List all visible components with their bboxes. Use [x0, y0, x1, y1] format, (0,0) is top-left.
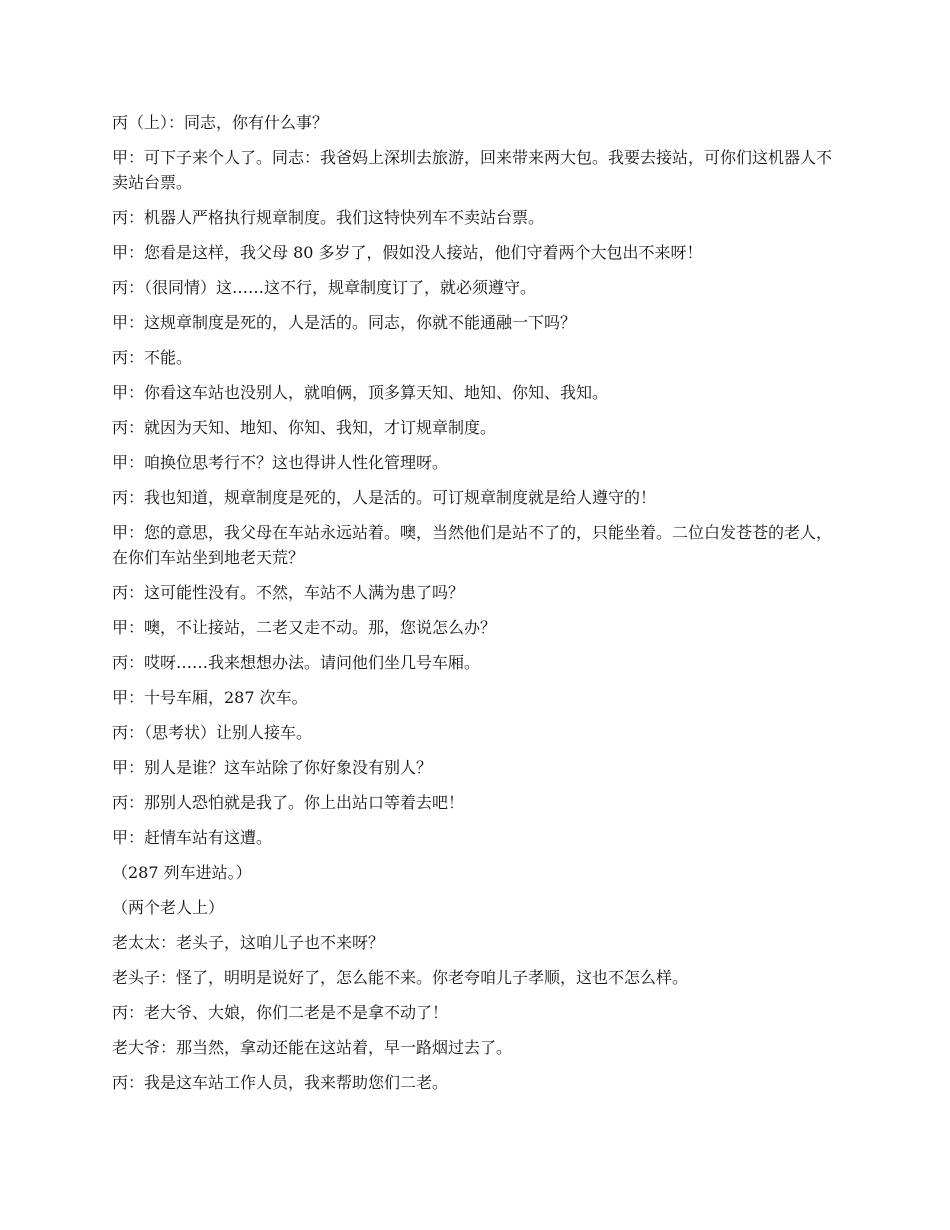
dialogue-line: 甲：十号车厢，287 次车。 — [112, 688, 308, 707]
dialogue-line: 丙：就因为天知、地知、你知、我知，才订规章制度。 — [112, 418, 497, 437]
dialogue-line: 丙：我是这车站工作人员，我来帮助您们二老。 — [112, 1073, 449, 1092]
dialogue-line: 丙：机器人严格执行规章制度。我们这特快列车不卖站台票。 — [112, 208, 545, 227]
dialogue-line: 甲：这规章制度是死的，人是活的。同志，你就不能通融一下吗？ — [112, 313, 577, 332]
dialogue-line: 老太太：老头子，这咱儿子也不来呀？ — [112, 933, 385, 952]
dialogue-line: 丙：（很同情）这……这不行，规章制度订了，就必须遵守。 — [112, 278, 537, 297]
dialogue-line: 丙：哎呀……我来想想办法。请问他们坐几号车厢。 — [112, 653, 481, 672]
dialogue-line: 老头子：怪了，明明是说好了，怎么能不来。你老夸咱儿子孝顺，这也不怎么样。 — [112, 968, 689, 987]
dialogue-line: 甲：赶情车站有这遭。 — [112, 828, 273, 847]
dialogue-line: 丙：不能。 — [112, 348, 193, 367]
dialogue-line: 甲：您的意思，我父母在车站永远站着。噢，当然他们是站不了的，只能坐着。二位白发苍苍的老人，在你们车站坐到地老天荒？ — [112, 523, 833, 567]
dialogue-line: 丙：那别人恐怕就是我了。你上出站口等着去吧！ — [112, 793, 465, 812]
script-body — [112, 110, 840, 1105]
dialogue-line: 丙：（思考状）让别人接车。 — [112, 723, 313, 742]
dialogue-line: 丙：老大爷、大娘，你们二老是不是拿不动了！ — [112, 1003, 449, 1022]
dialogue-line: 甲：噢，不让接站，二老又走不动。那，您说怎么办？ — [112, 618, 497, 637]
stage-direction: （两个老人上） — [112, 898, 225, 917]
dialogue-line: 丙（上）：同志，你有什么事？ — [112, 113, 329, 132]
dialogue-line: 甲：您看是这样，我父母 80 多岁了，假如没人接站，他们守着两个大包出不来呀！ — [112, 243, 703, 262]
dialogue-line: 甲：咱换位思考行不？这也得讲人性化管理呀。 — [112, 453, 449, 472]
dialogue-line: 甲：可下子来个人了。同志：我爸妈上深圳去旅游，回来带来两大包。我要去接站，可你们这机器人不卖站台票。 — [112, 148, 833, 192]
dialogue-line: 丙：这可能性没有。不然，车站不人满为患了吗？ — [112, 583, 465, 602]
dialogue-line: 老大爷：那当然，拿动还能在这站着，早一路烟过去了。 — [112, 1038, 513, 1057]
dialogue-line: 甲：别人是谁？这车站除了你好象没有别人？ — [112, 758, 433, 777]
dialogue-line: 甲：你看这车站也没别人，就咱俩，顶多算天知、地知、你知、我知。 — [112, 383, 609, 402]
stage-direction: （287 列车进站。） — [112, 863, 252, 882]
dialogue-line: 丙：我也知道，规章制度是死的，人是活的。可订规章制度就是给人遵守的！ — [112, 488, 657, 507]
